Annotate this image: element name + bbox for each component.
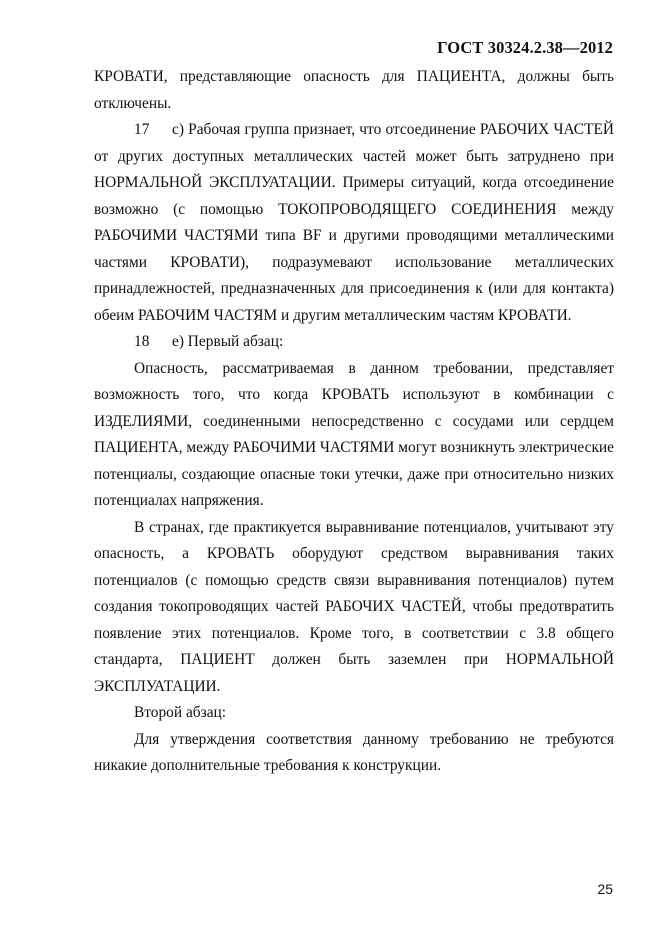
paragraph-item-17 xyxy=(94,117,614,329)
paragraph-number: 17 xyxy=(134,121,150,138)
paragraph-text: с) Рабочая группа признает, что отсоединение РАБОЧИХ ЧАСТЕЙ от других доступных металлических частей может быть затруднено при НОРМАЛЬНОЙ ЭКСПЛУАТАЦИИ. Примеры ситуаций, когда отсоединение возможно (с помощью ТОКОПРОВОДЯЩЕГО СОЕДИНЕНИЯ между РАБОЧИМИ ЧАСТЯМИ типа BF и другими проводящими металлическими частями КРОВАТИ), подразумевают использование металлических принадлежностей, предназначенных для присоединения к (или для контакта) обеим РАБОЧИМ ЧАСТЯМ и другим металлическим частям КРОВАТИ. xyxy=(94,121,614,324)
paragraph-text: е) Первый абзац: xyxy=(172,333,284,350)
document-standard-id: ГОСТ 30324.2.38—2012 xyxy=(437,38,613,57)
paragraph-compliance: Для утверждения соответствия данному требованию не требуются никакие дополнительные требования к конструкции. xyxy=(94,730,614,774)
paragraph-hazard: Опасность, рассматриваемая в данном требовании, представляет возможность того, что когда КРОВАТЬ используют в комбинации с ИЗДЕЛИЯМИ, соединенными непосредственно с сосудами или сердцем ПАЦИЕНТА, между РАБОЧИМИ ЧАСТЯМИ могут возникнуть электрические потенциалы, создающие опасные токи утечки, даже при относительно низких потенциалах напряжения. xyxy=(94,359,614,509)
document-body xyxy=(94,64,614,780)
paragraph-number: 18 xyxy=(134,333,150,350)
paragraph-item-18 xyxy=(94,329,614,356)
page-number: 25 xyxy=(597,881,613,897)
paragraph-second-heading: Второй абзац: xyxy=(134,704,227,721)
paragraph-continuation: КРОВАТИ, представляющие опасность для ПАЦИЕНТА, должны быть отключены. xyxy=(94,68,614,112)
paragraph-equalization: В странах, где практикуется выравнивание потенциалов, учитывают эту опасность, а КРОВАТЬ оборудуют средством выравнивания таких потенциалов (с помощью средств связи выравнивания потенциалов) путем создания токопроводящих частей РАБОЧИХ ЧАСТЕЙ, чтобы предотвратить появление этих потенциалов. Кроме того, в соответствии с 3.8 общего стандарта, ПАЦИЕНТ должен быть заземлен при НОРМАЛЬНОЙ ЭКСПЛУАТАЦИИ. xyxy=(94,518,614,695)
